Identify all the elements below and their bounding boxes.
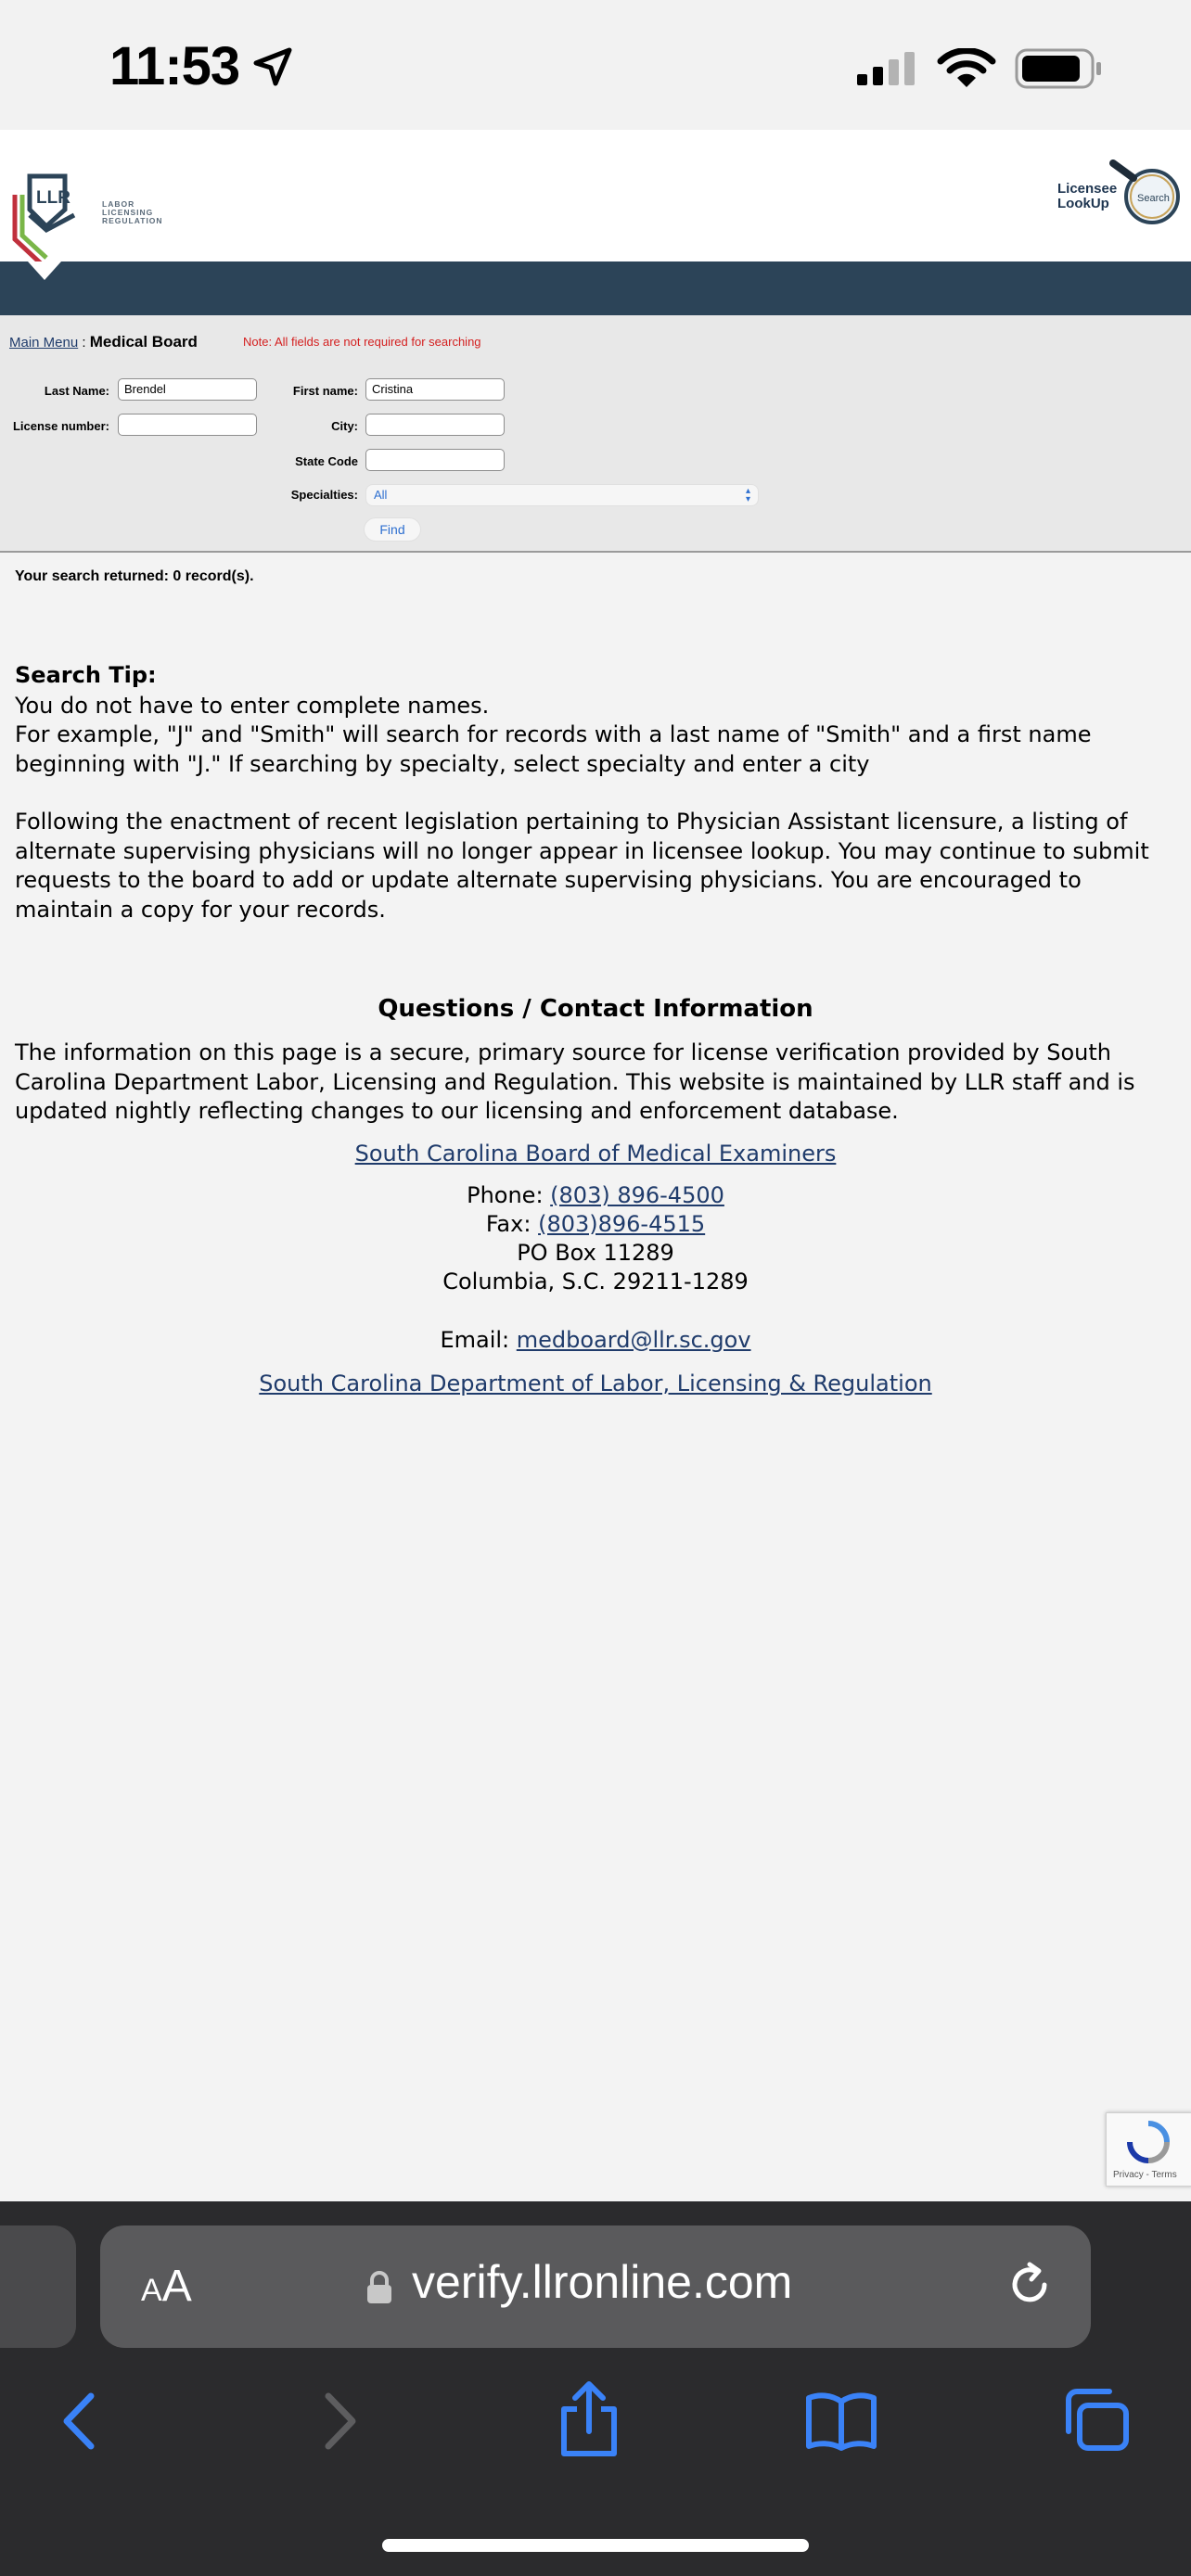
specialties-label: Specialties: xyxy=(290,488,358,502)
wifi-icon xyxy=(937,48,996,89)
url-text[interactable]: verify.llronline.com xyxy=(412,2256,793,2308)
search-result-count: Your search returned: 0 record(s). xyxy=(15,568,254,584)
nav-notch xyxy=(28,261,61,280)
city-label: City: xyxy=(331,419,358,433)
lookup-line: LookUp xyxy=(1057,196,1109,211)
search-tip-line1: You do not have to enter complete names. xyxy=(15,693,490,719)
reload-icon[interactable] xyxy=(1004,2259,1056,2311)
previous-tab-preview[interactable] xyxy=(0,2225,76,2348)
board-link-row xyxy=(0,1140,1191,1169)
nav-bar xyxy=(0,261,1191,315)
llr-logo[interactable] xyxy=(9,167,102,269)
dept-link-row xyxy=(0,1370,1191,1399)
email-row xyxy=(0,1326,1191,1356)
legislation-notice: Following the enactment of recent legislation pertaining to Physician Assistant licensure, a listing of alternate supervising physicians will no longer appear in licensee lookup. You may continue to submit requests to the board to add or update alternate supervising physicians. You are encouraged to maintain a copy for your records. xyxy=(15,809,1149,923)
phone-row xyxy=(0,1181,1191,1211)
aa-big: A xyxy=(161,2262,192,2311)
first-name-input[interactable]: Cristina xyxy=(365,378,505,401)
phone-label: Phone: xyxy=(467,1182,544,1208)
lock-icon xyxy=(365,2270,393,2305)
breadcrumb xyxy=(9,333,198,351)
battery-icon xyxy=(1015,48,1104,89)
licensee-lookup-logo[interactable] xyxy=(1057,182,1117,211)
aa-small: A xyxy=(141,2273,162,2308)
logo-line: LICENSING xyxy=(102,208,154,217)
city-address: Columbia, S.C. 29211-1289 xyxy=(442,1269,749,1294)
dept-link[interactable]: South Carolina Department of Labor, Licensing & Regulation xyxy=(259,1371,932,1396)
site-header xyxy=(0,130,1191,261)
recaptcha-icon xyxy=(1124,2118,1172,2166)
main-menu-link[interactable]: Main Menu xyxy=(9,335,79,351)
license-number-input[interactable] xyxy=(118,414,257,436)
logo-line: REGULATION xyxy=(102,216,163,225)
recaptcha-privacy-terms[interactable]: Privacy - Terms xyxy=(1113,2170,1177,2180)
find-button[interactable]: Find xyxy=(364,517,421,542)
fax-label: Fax: xyxy=(485,1211,531,1237)
back-icon[interactable] xyxy=(56,2391,104,2452)
breadcrumb-separator: : xyxy=(82,335,86,351)
state-code-label: State Code xyxy=(295,454,358,468)
logo-text xyxy=(102,200,163,225)
last-name-label: Last Name: xyxy=(44,384,109,398)
city-input[interactable] xyxy=(365,414,505,436)
tabs-icon[interactable] xyxy=(1061,2387,1132,2452)
status-time: 11:53 xyxy=(109,36,240,96)
email-label: Email: xyxy=(440,1327,510,1353)
cellular-signal-icon xyxy=(855,50,920,87)
board-link[interactable]: South Carolina Board of Medical Examiners xyxy=(354,1141,837,1167)
logo-abbr: LLR xyxy=(36,188,70,208)
license-number-label: License number: xyxy=(12,419,109,433)
specialties-value: All xyxy=(374,488,388,502)
contact-description: The information on this page is a secure, primary source for license verification provided by South Carolina Department Labor, Licensing and Regulation. This website is maintained by LLR staff and is updated nightly reflecting changes to our licensing and enforcement database. xyxy=(15,1039,1135,1124)
state-code-input[interactable] xyxy=(365,449,505,471)
home-indicator[interactable] xyxy=(382,2539,809,2552)
search-tip-title: Search Tip: xyxy=(15,662,157,688)
fax-link[interactable]: (803)896-4515 xyxy=(538,1211,706,1237)
bookmarks-icon[interactable] xyxy=(805,2391,877,2452)
first-name-label: First name: xyxy=(292,384,358,398)
specialties-select[interactable] xyxy=(365,484,759,506)
lookup-line: Licensee xyxy=(1057,181,1118,197)
lookup-badge: Search xyxy=(1137,193,1170,204)
last-name-input[interactable]: Brendel xyxy=(118,378,257,401)
share-icon[interactable] xyxy=(557,2379,621,2459)
email-link[interactable]: medboard@llr.sc.gov xyxy=(516,1327,751,1353)
search-note: Note: All fields are not required for searching xyxy=(243,335,481,349)
po-box: PO Box 11289 xyxy=(517,1240,674,1266)
contact-title: Questions / Contact Information xyxy=(378,995,813,1023)
location-arrow-icon xyxy=(252,46,293,87)
reader-aa-button[interactable] xyxy=(141,2261,192,2312)
board-title: Medical Board xyxy=(89,333,198,351)
phone-link[interactable]: (803) 896-4500 xyxy=(550,1182,724,1208)
logo-line: LABOR xyxy=(102,199,135,209)
fax-row xyxy=(0,1210,1191,1240)
select-arrows-icon: ▴ ▾ xyxy=(745,486,750,504)
search-tip-example: For example, "J" and "Smith" will search for records with a last name of "Smith" and a first name beginning with "J." If searching by specialty, select specialty and enter a city xyxy=(15,721,1092,777)
forward-icon xyxy=(315,2391,364,2452)
